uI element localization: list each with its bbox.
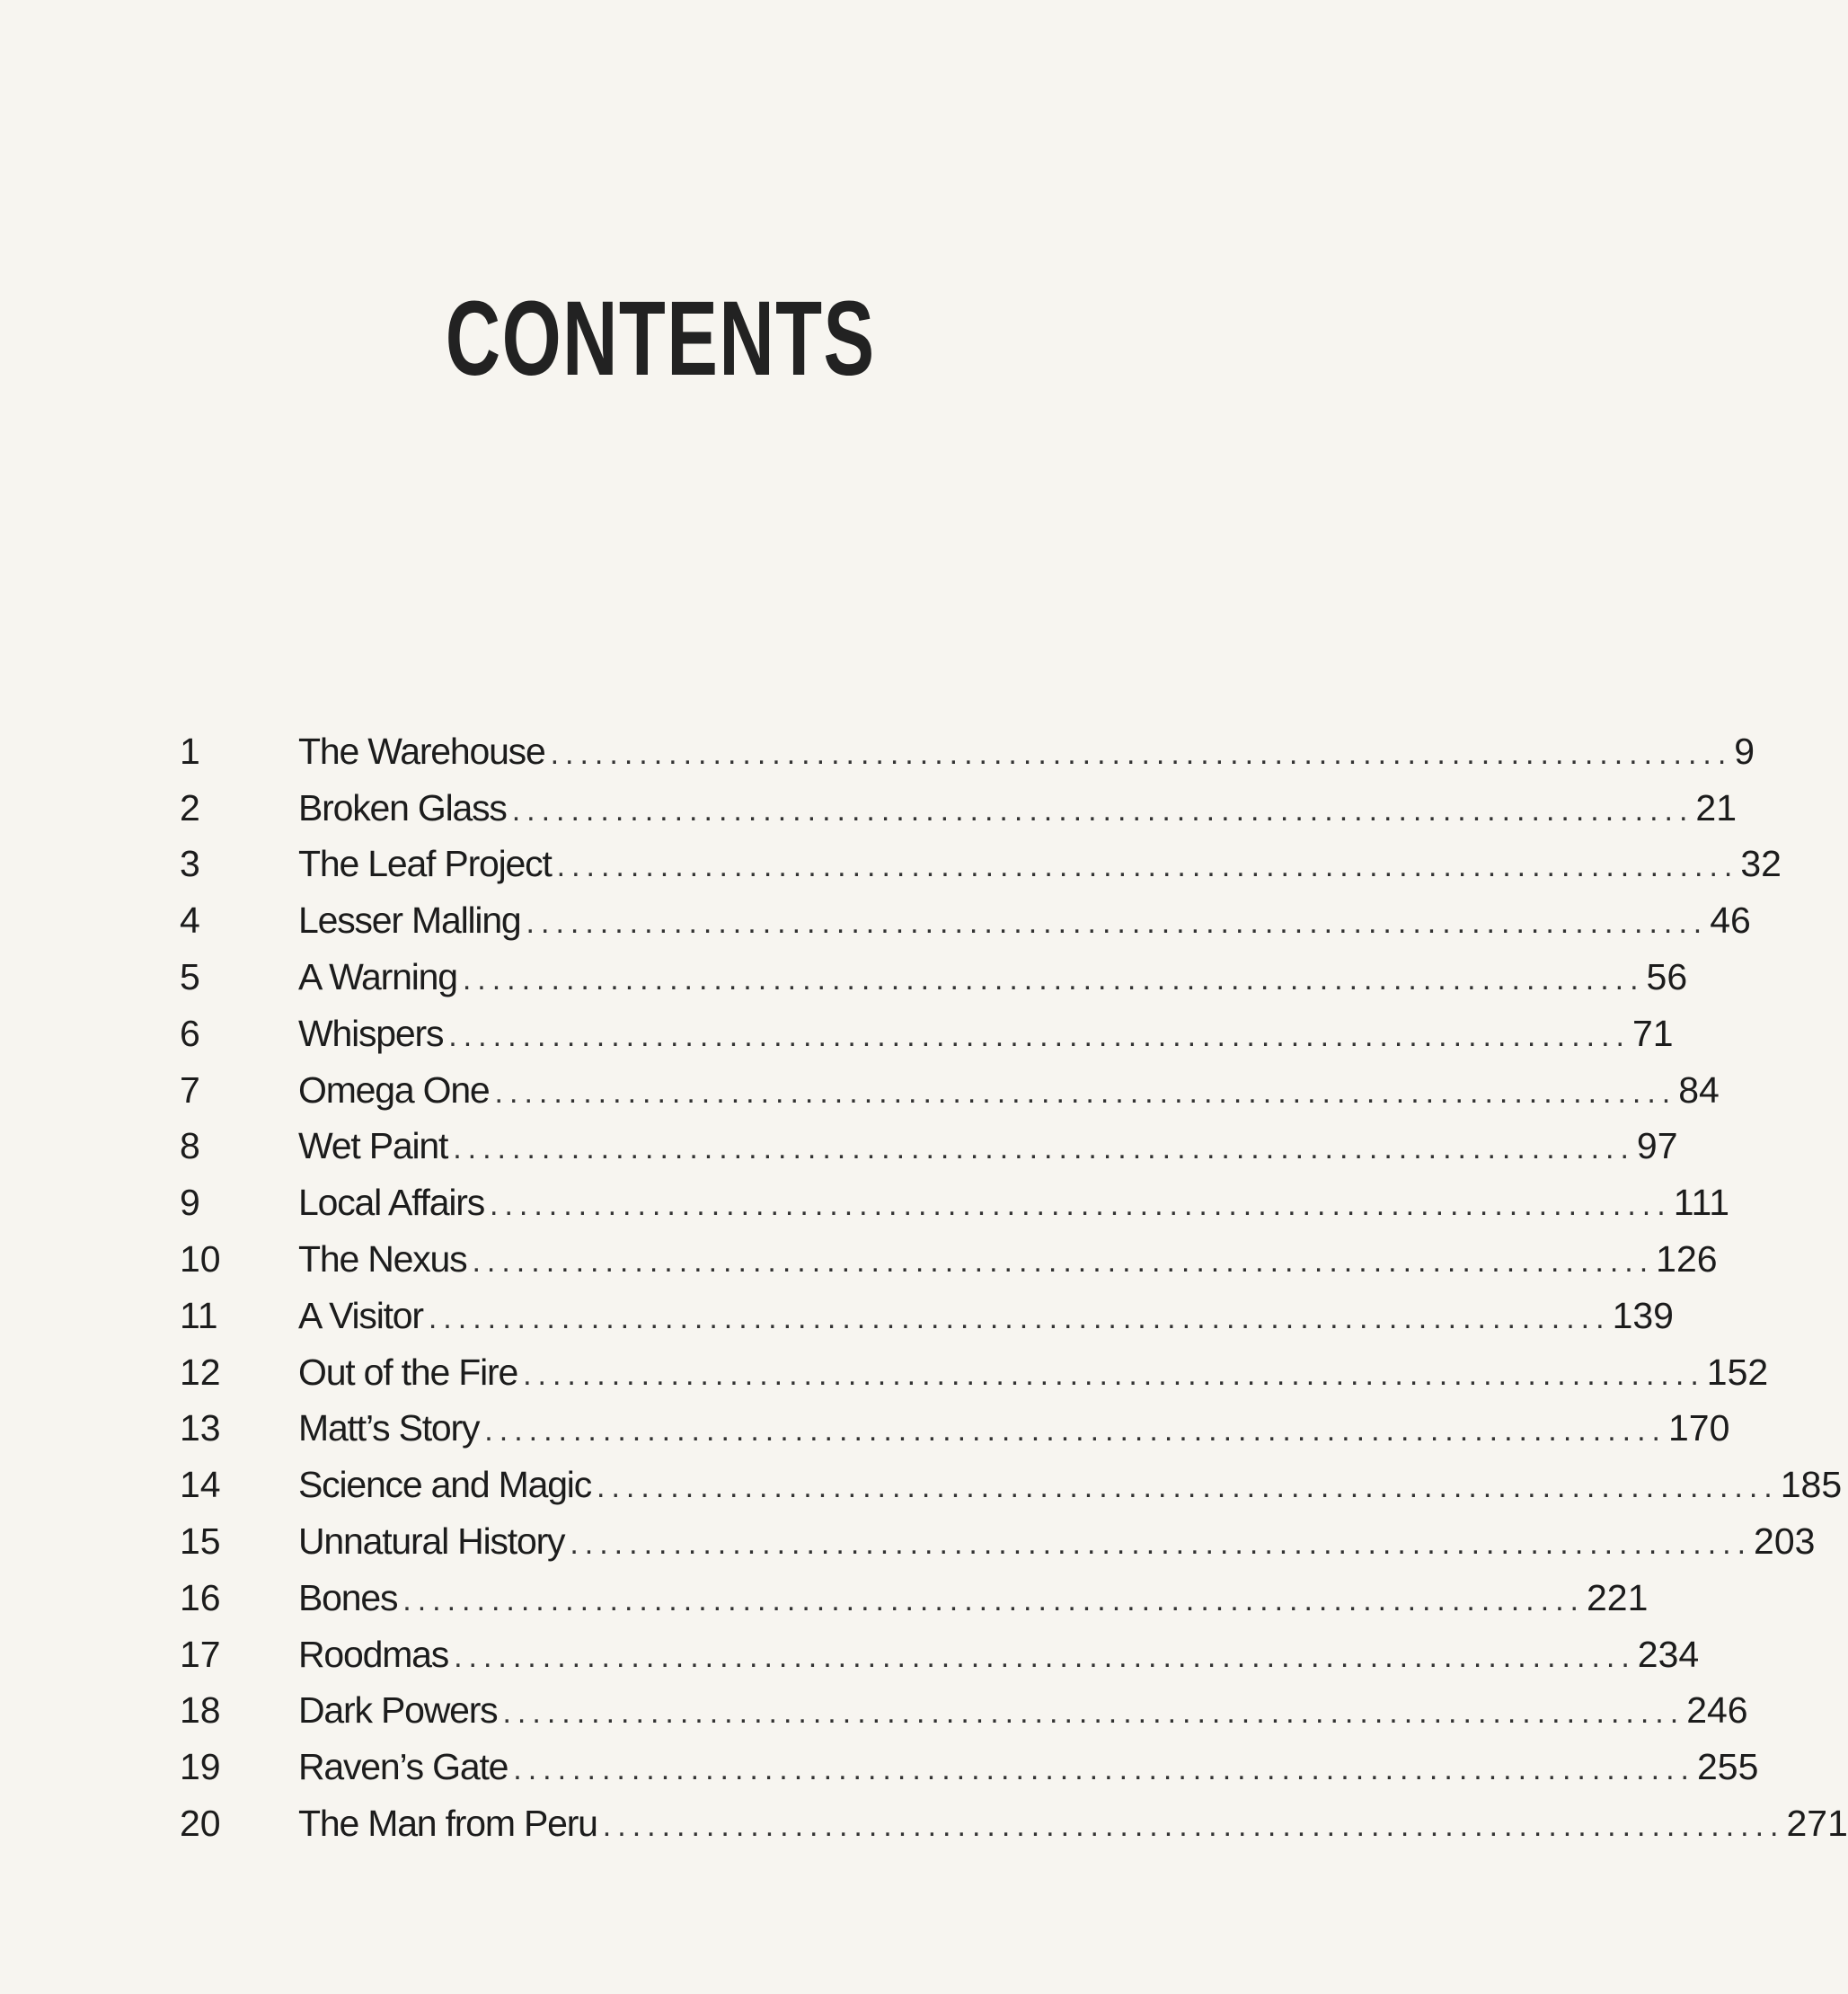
toc-entry-body bbox=[298, 787, 1737, 829]
toc-entry-body bbox=[298, 1013, 1674, 1055]
chapter-page-number: 9 bbox=[1734, 730, 1755, 772]
chapter-page-number: 126 bbox=[1656, 1238, 1718, 1281]
toc-entry bbox=[180, 892, 1751, 949]
toc-entry-body bbox=[298, 1407, 1729, 1449]
chapter-number: 16 bbox=[180, 1576, 221, 1618]
toc-entry bbox=[180, 1513, 1816, 1570]
toc-entry-body bbox=[298, 731, 1755, 773]
toc-entry-body bbox=[298, 1351, 1768, 1394]
chapter-title: Science and Magic bbox=[298, 1464, 592, 1506]
table-of-contents bbox=[180, 723, 1848, 1852]
toc-entry-body bbox=[298, 1295, 1674, 1337]
chapter-title: Dark Powers bbox=[298, 1689, 498, 1732]
chapter-title: Roodmas bbox=[298, 1633, 449, 1675]
dot-leader: ................................................................................ bbox=[511, 793, 1694, 828]
chapter-title: Lesser Malling bbox=[298, 900, 521, 942]
chapter-title: Broken Glass bbox=[298, 786, 507, 829]
chapter-number: 18 bbox=[180, 1689, 221, 1732]
chapter-number: 8 bbox=[180, 1125, 200, 1167]
chapter-title: Raven’s Gate bbox=[298, 1746, 508, 1788]
toc-entry bbox=[180, 1119, 1678, 1175]
chapter-number: 5 bbox=[180, 956, 200, 998]
chapter-page-number: 271 bbox=[1786, 1803, 1848, 1845]
toc-entry bbox=[180, 1570, 1649, 1626]
toc-entry-body bbox=[298, 1464, 1842, 1506]
toc-entry bbox=[180, 1288, 1674, 1344]
toc-entry bbox=[180, 1344, 1769, 1401]
chapter-title: Wet Paint bbox=[298, 1125, 448, 1167]
toc-entry-body bbox=[298, 1520, 1815, 1563]
chapter-title: Bones bbox=[298, 1576, 398, 1618]
chapter-page-number: 234 bbox=[1637, 1633, 1700, 1675]
toc-entry bbox=[180, 1457, 1843, 1513]
chapter-page-number: 84 bbox=[1678, 1068, 1720, 1111]
toc-entry-body bbox=[298, 843, 1782, 885]
chapter-page-number: 71 bbox=[1631, 1012, 1674, 1054]
chapter-page-number: 203 bbox=[1754, 1520, 1816, 1563]
chapter-page-number: 152 bbox=[1706, 1351, 1769, 1393]
toc-entry bbox=[180, 1006, 1674, 1062]
dot-leader: ................................................................................ bbox=[523, 1357, 1705, 1392]
toc-entry-body bbox=[298, 900, 1751, 942]
chapter-number: 17 bbox=[180, 1633, 221, 1675]
dot-leader: ................................................................................ bbox=[570, 1527, 1753, 1562]
toc-entry bbox=[180, 1739, 1759, 1795]
toc-entry-body bbox=[298, 1182, 1729, 1224]
toc-entry bbox=[180, 837, 1782, 893]
toc-entry bbox=[180, 1401, 1730, 1458]
chapter-title: A Visitor bbox=[298, 1294, 423, 1336]
chapter-number: 6 bbox=[180, 1012, 200, 1054]
chapter-number: 11 bbox=[180, 1294, 218, 1336]
chapter-number: 20 bbox=[180, 1803, 221, 1845]
chapter-title: The Warehouse bbox=[298, 730, 545, 772]
toc-entry bbox=[180, 1683, 1748, 1740]
toc-entry-body bbox=[298, 1125, 1678, 1167]
toc-entry bbox=[180, 1795, 1848, 1852]
chapter-page-number: 21 bbox=[1695, 786, 1737, 829]
toc-entry bbox=[180, 723, 1755, 780]
toc-entry bbox=[180, 1174, 1730, 1231]
toc-entry bbox=[180, 949, 1688, 1006]
toc-entry-body bbox=[298, 1238, 1718, 1281]
dot-leader: ................................................................................ bbox=[462, 962, 1645, 997]
dot-leader: ................................................................................ bbox=[556, 849, 1739, 884]
toc-entry-body bbox=[298, 1577, 1648, 1619]
toc-entry-body bbox=[298, 1803, 1848, 1845]
page-title: CONTENTS bbox=[445, 279, 876, 398]
chapter-page-number: 56 bbox=[1646, 956, 1688, 998]
dot-leader: ................................................................................ bbox=[453, 1131, 1635, 1166]
chapter-number: 12 bbox=[180, 1351, 221, 1393]
toc-entry-body bbox=[298, 1069, 1720, 1112]
chapter-page-number: 185 bbox=[1780, 1464, 1843, 1506]
chapter-number: 13 bbox=[180, 1407, 221, 1449]
chapter-number: 10 bbox=[180, 1238, 221, 1281]
chapter-title: The Man from Peru bbox=[298, 1803, 597, 1845]
chapter-number: 1 bbox=[180, 730, 200, 772]
toc-entry bbox=[180, 780, 1737, 837]
chapter-title: Out of the Fire bbox=[298, 1351, 518, 1393]
dot-leader: ................................................................................ bbox=[513, 1752, 1695, 1787]
chapter-page-number: 170 bbox=[1668, 1407, 1730, 1449]
toc-entry-body bbox=[298, 956, 1687, 998]
dot-leader: ................................................................................ bbox=[484, 1414, 1667, 1449]
toc-entry-body bbox=[298, 1746, 1758, 1788]
dot-leader: ................................................................................ bbox=[448, 1018, 1631, 1053]
dot-leader: ................................................................................ bbox=[402, 1582, 1585, 1617]
chapter-page-number: 246 bbox=[1686, 1689, 1748, 1732]
chapter-title: Omega One bbox=[298, 1068, 490, 1111]
dot-leader: ................................................................................ bbox=[602, 1809, 1785, 1844]
chapter-title: Unnatural History bbox=[298, 1520, 565, 1563]
chapter-number: 7 bbox=[180, 1068, 200, 1111]
toc-entry bbox=[180, 1626, 1700, 1683]
chapter-number: 2 bbox=[180, 786, 200, 829]
chapter-title: The Leaf Project bbox=[298, 843, 552, 885]
chapter-page-number: 46 bbox=[1710, 900, 1751, 942]
dot-leader: ................................................................................ bbox=[454, 1639, 1636, 1674]
dot-leader: ................................................................................ bbox=[494, 1075, 1677, 1110]
toc-entry bbox=[180, 1062, 1720, 1119]
dot-leader: ................................................................................ bbox=[597, 1470, 1779, 1505]
chapter-number: 15 bbox=[180, 1520, 221, 1563]
chapter-title: Matt’s Story bbox=[298, 1407, 480, 1449]
chapter-page-number: 139 bbox=[1612, 1294, 1674, 1336]
chapter-title: The Nexus bbox=[298, 1238, 467, 1281]
chapter-page-number: 255 bbox=[1696, 1746, 1759, 1788]
chapter-page-number: 111 bbox=[1673, 1182, 1730, 1224]
chapter-page-number: 97 bbox=[1636, 1125, 1678, 1167]
chapter-page-number: 221 bbox=[1586, 1576, 1649, 1618]
chapter-number: 4 bbox=[180, 900, 200, 942]
toc-entry-body bbox=[298, 1634, 1699, 1676]
chapter-title: A Warning bbox=[298, 956, 457, 998]
dot-leader: ................................................................................ bbox=[490, 1188, 1672, 1223]
dot-leader: ................................................................................ bbox=[472, 1245, 1655, 1280]
dot-leader: ................................................................................ bbox=[550, 736, 1733, 771]
chapter-number: 9 bbox=[180, 1182, 200, 1224]
dot-leader: ................................................................................ bbox=[502, 1696, 1685, 1731]
chapter-number: 3 bbox=[180, 843, 200, 885]
dot-leader: ................................................................................ bbox=[428, 1300, 1611, 1335]
dot-leader: ................................................................................ bbox=[526, 906, 1709, 941]
chapter-number: 19 bbox=[180, 1746, 221, 1788]
toc-entry bbox=[180, 1231, 1718, 1288]
chapter-number: 14 bbox=[180, 1464, 221, 1506]
chapter-page-number: 32 bbox=[1740, 843, 1782, 885]
chapter-title: Whispers bbox=[298, 1012, 444, 1054]
chapter-title: Local Affairs bbox=[298, 1182, 484, 1224]
toc-entry-body bbox=[298, 1689, 1748, 1732]
